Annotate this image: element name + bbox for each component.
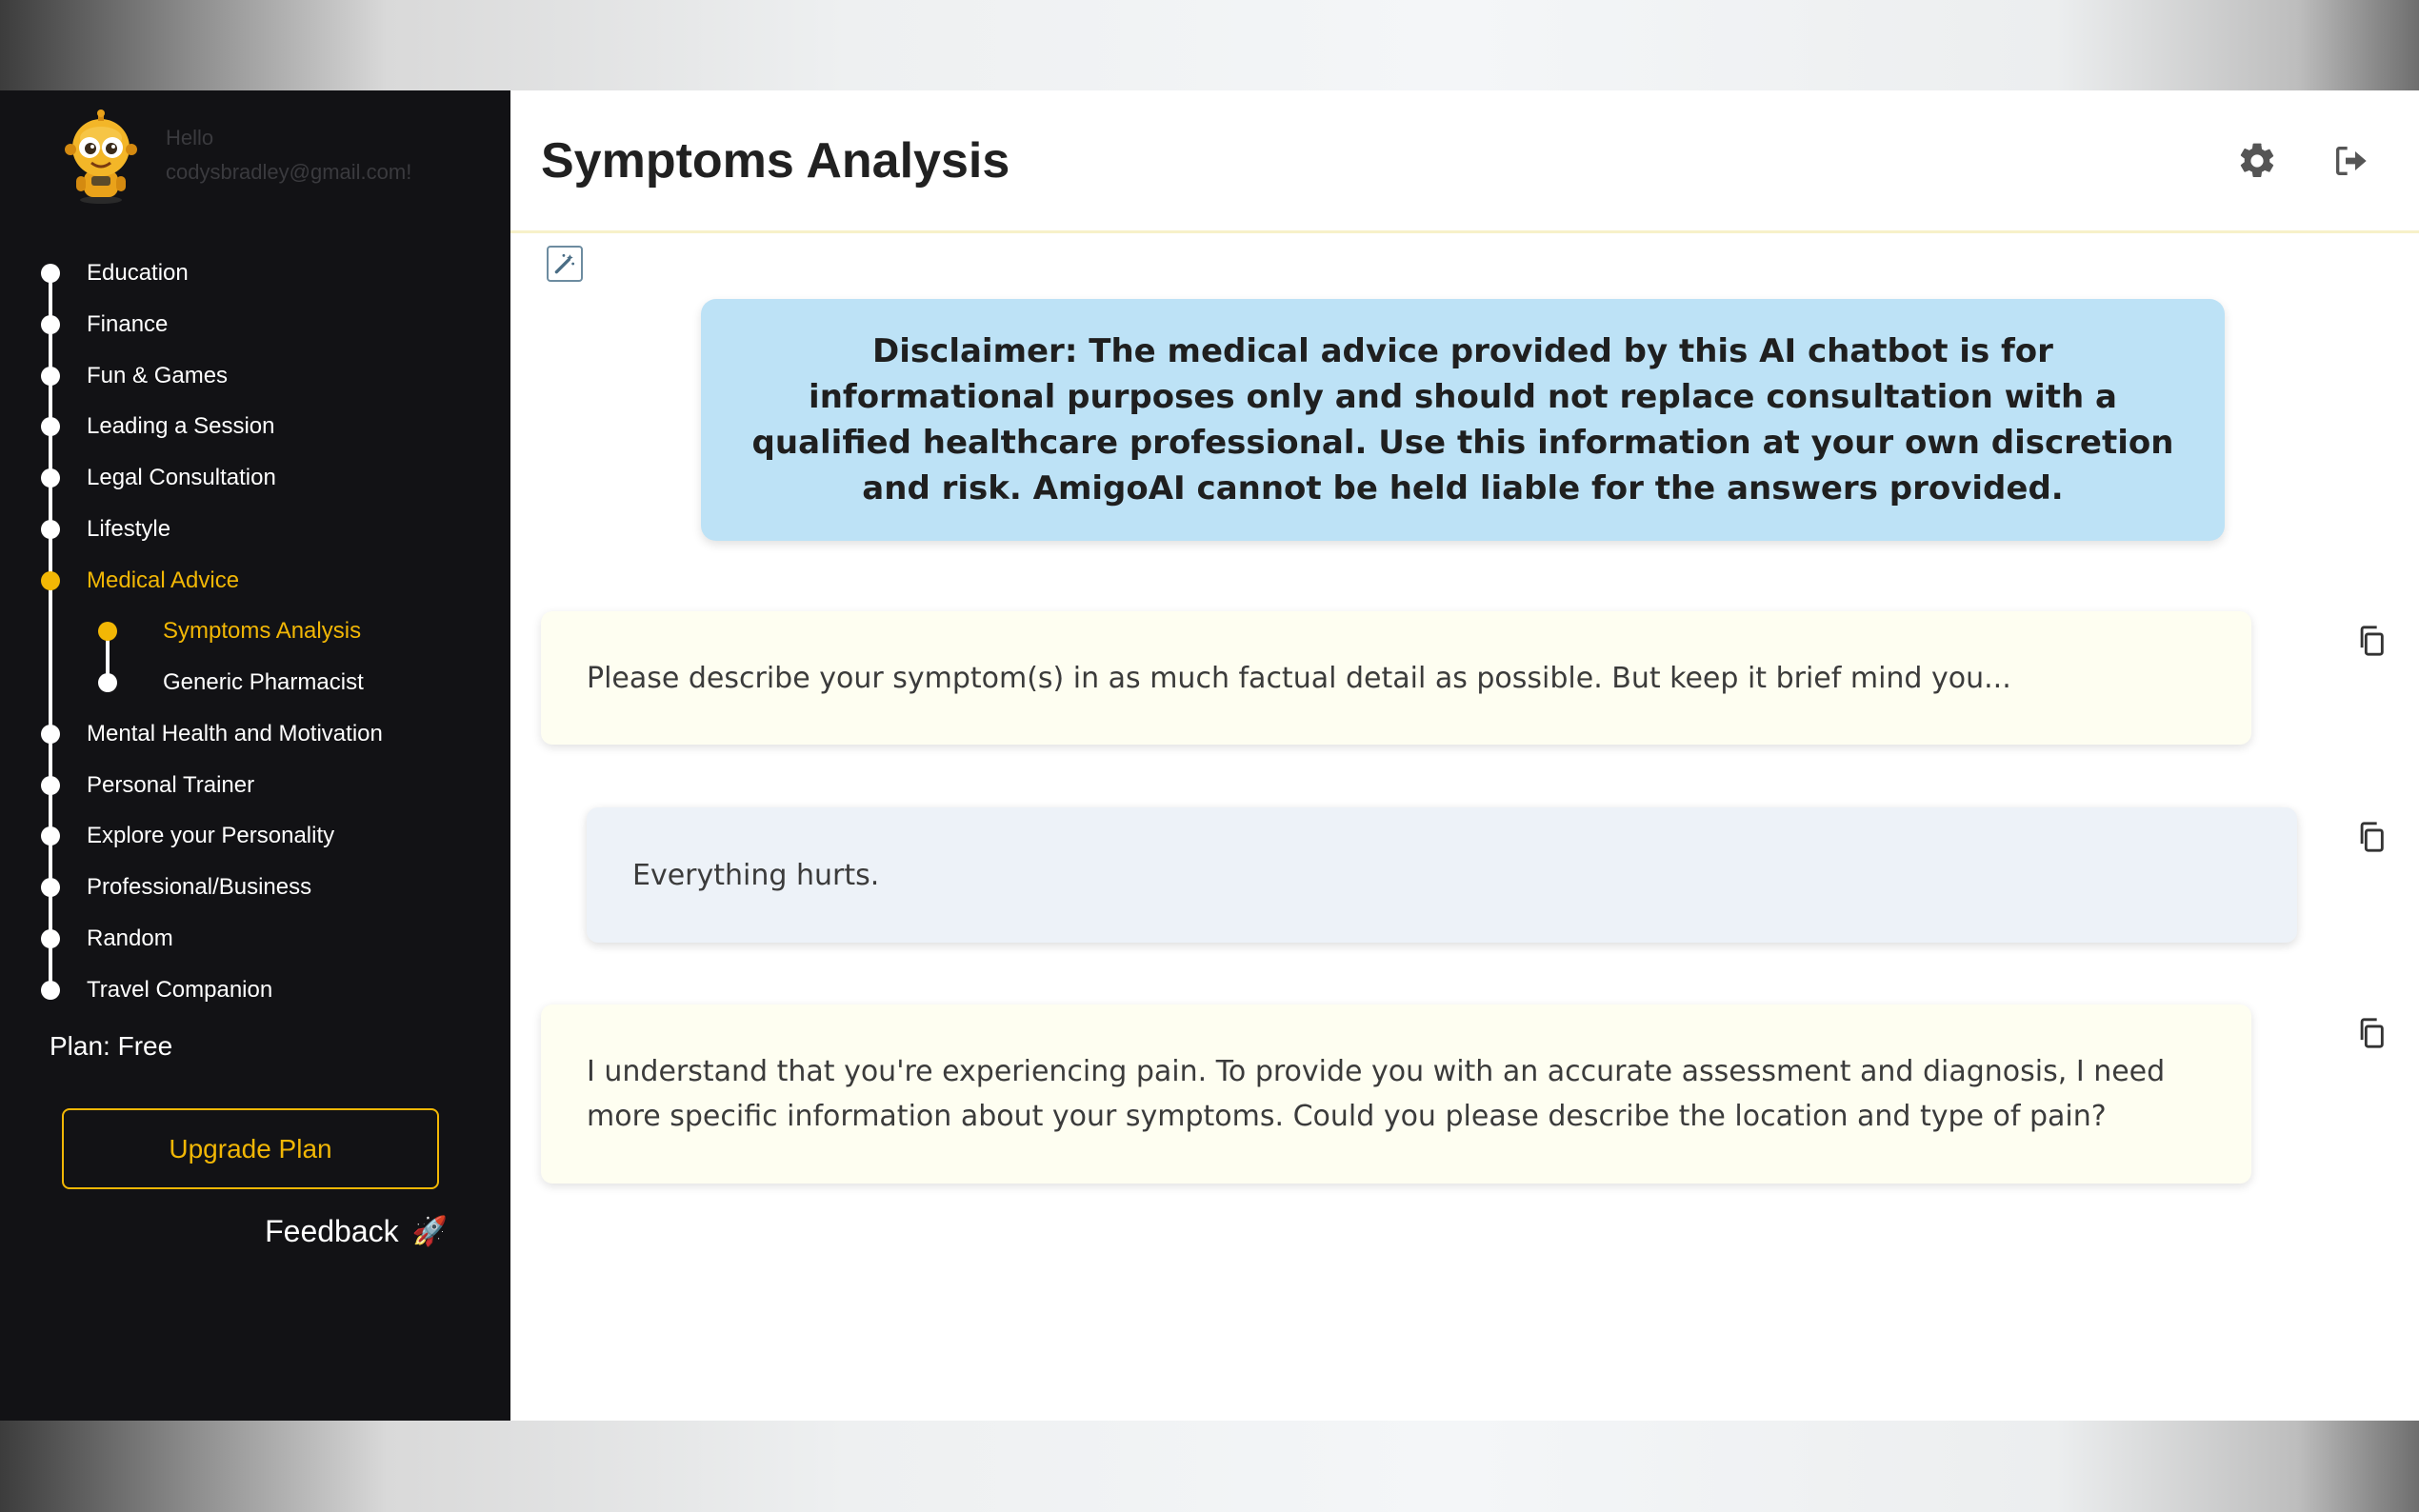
nav-dot <box>41 878 60 897</box>
nav-dot <box>41 725 60 744</box>
settings-button[interactable] <box>2230 134 2284 188</box>
nav-item-leading-session[interactable] <box>50 408 274 446</box>
nav-label: Fun & Games <box>87 363 229 388</box>
chat-message-bot <box>541 611 2251 745</box>
nav-item-medical-advice[interactable] <box>50 562 239 600</box>
feedback-link[interactable] <box>265 1214 448 1249</box>
upgrade-plan-button[interactable]: Upgrade Plan <box>62 1108 439 1189</box>
nav-item-finance[interactable] <box>50 306 168 344</box>
nav-label: Travel Companion <box>87 977 273 1003</box>
nav-label: Personal Trainer <box>87 772 255 798</box>
nav-dot <box>41 264 60 283</box>
nav-dot <box>41 520 60 539</box>
message-text: I understand that you're experiencing pain. To provide you with an accurate assessment and diagnosis, I need more specific information about your symptoms. Could you please describe the location and type of pain? <box>587 1055 2166 1133</box>
nav-dot <box>41 826 60 846</box>
nav-dot <box>98 622 117 641</box>
nav-item-random[interactable] <box>50 920 173 958</box>
message-text: Please describe your symptom(s) in as much factual detail as possible. But keep it brief mind you... <box>587 661 2011 695</box>
nav-item-education[interactable] <box>50 254 189 292</box>
user-box <box>53 109 411 205</box>
disclaimer-text: Disclaimer: The medical advice provided by this AI chatbot is for informational purposes only and should not replace consultation with a qualified healthcare professional. Use this information at your own discretion and risk. AmigoAI cannot be held liable for the answers provided. <box>751 332 2174 507</box>
nav-dot <box>41 315 60 334</box>
gear-icon <box>2236 140 2278 182</box>
nav-item-mental-health[interactable] <box>50 715 383 753</box>
backdrop-top <box>0 0 2419 90</box>
nav-label: Finance <box>87 311 169 337</box>
nav-label: Mental Health and Motivation <box>87 721 383 746</box>
nav-dot <box>98 673 117 692</box>
nav-item-explore-personality[interactable] <box>50 817 334 855</box>
page-title: Symptoms Analysis <box>541 133 1010 189</box>
nav-dot <box>41 571 60 590</box>
chat-message-bot <box>541 1005 2251 1184</box>
nav-label: Lifestyle <box>87 516 171 542</box>
robot-avatar <box>53 109 149 205</box>
nav-dot <box>41 929 60 948</box>
app-window <box>0 90 2419 1421</box>
copy-button[interactable] <box>2352 818 2390 856</box>
greeting-text: Hello <box>166 126 214 149</box>
nav-item-personal-trainer[interactable] <box>50 766 254 805</box>
copy-icon <box>2355 1017 2388 1049</box>
magic-wand-icon <box>552 251 577 276</box>
copy-button[interactable] <box>2352 622 2390 660</box>
plan-label: Plan: Free <box>50 1031 173 1061</box>
copy-button[interactable] <box>2352 1014 2390 1052</box>
user-email: codysbradley@gmail.com! <box>166 160 412 184</box>
backdrop-bottom <box>0 1421 2419 1512</box>
nav-label: Explore your Personality <box>87 823 335 848</box>
nav-dot <box>41 776 60 795</box>
nav-item-fun-games[interactable] <box>50 357 228 395</box>
nav-label: Professional/Business <box>87 874 312 900</box>
sidebar <box>0 90 510 1421</box>
magic-wand-button[interactable] <box>547 246 583 282</box>
nav-label: Generic Pharmacist <box>163 669 364 695</box>
copy-icon <box>2355 821 2388 853</box>
nav-dot <box>41 468 60 487</box>
main-panel <box>510 90 2419 1421</box>
subnav-item-generic-pharmacist[interactable] <box>108 664 364 702</box>
nav-label: Random <box>87 925 173 951</box>
nav-item-travel-companion[interactable] <box>50 971 272 1009</box>
header <box>510 90 2419 233</box>
nav-dot <box>41 367 60 386</box>
feedback-label: Feedback <box>265 1214 399 1248</box>
nav-item-legal-consultation[interactable] <box>50 459 276 497</box>
message-text: Everything hurts. <box>632 858 880 892</box>
chat-message-user <box>587 807 2297 943</box>
nav-dot <box>41 417 60 436</box>
rocket-icon: 🚀 <box>411 1216 448 1247</box>
nav-label: Education <box>87 260 189 286</box>
subnav-item-symptoms-analysis[interactable] <box>108 612 361 650</box>
nav-label: Leading a Session <box>87 413 275 439</box>
nav-label: Medical Advice <box>87 567 240 593</box>
nav-label: Symptoms Analysis <box>163 618 362 644</box>
nav-item-lifestyle[interactable] <box>50 510 170 548</box>
logout-button[interactable] <box>2324 134 2377 188</box>
nav-item-professional-business[interactable] <box>50 868 311 906</box>
disclaimer-banner <box>701 299 2225 541</box>
copy-icon <box>2355 625 2388 657</box>
logout-icon <box>2331 142 2369 180</box>
nav-label: Legal Consultation <box>87 465 276 490</box>
nav-dot <box>41 981 60 1000</box>
